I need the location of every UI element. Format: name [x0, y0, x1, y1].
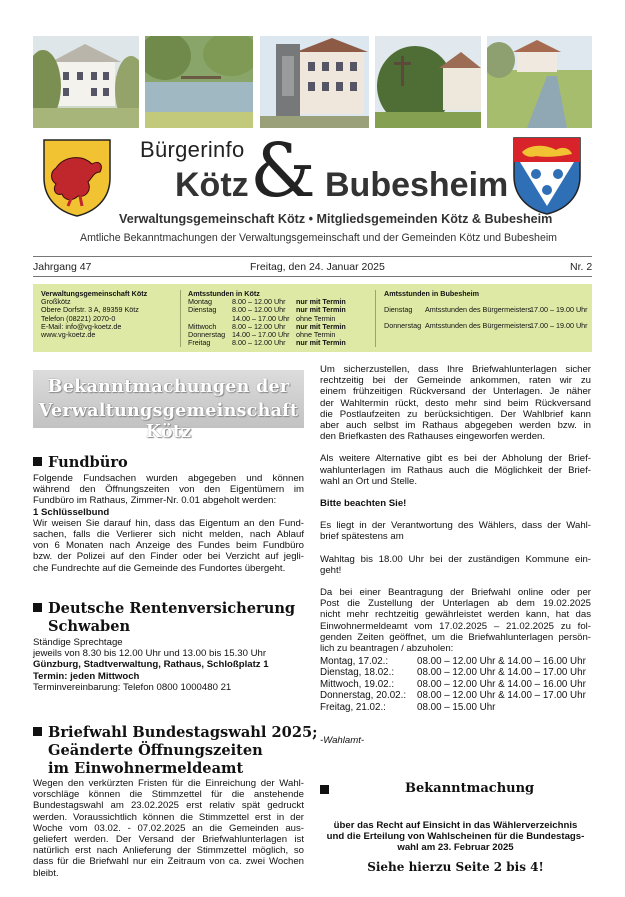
- signature: -Wahlamt-: [320, 735, 365, 746]
- koetz-hours-heading: Amtsstunden in Kötz: [188, 289, 260, 298]
- issue-volume: Jahrgang 47: [33, 261, 92, 273]
- bubesheim-hours-heading: Amtsstunden in Bubesheim: [384, 289, 480, 298]
- heading-text: Schwaben: [48, 618, 131, 635]
- text-line: wahl am 23. Februar 2025: [397, 842, 514, 854]
- note: ohne Termin: [296, 313, 336, 323]
- note: ohne Termin: [296, 330, 336, 340]
- time: 08.00 – 12.00 Uhr & 14.00 – 16.00 Uhr: [417, 656, 586, 667]
- issue-date: Freitag, den 24. Januar 2025: [250, 261, 385, 273]
- text-line: Es liegt in der Verantwortung des Wählers, dass der Wahl-: [320, 520, 591, 532]
- koetz-hours: [188, 290, 346, 347]
- time: 14.00 – 17.00 Uhr: [232, 330, 290, 340]
- text-line: Wegen den verkürzten Fristen für die Einreichung der Wahl-: [33, 778, 304, 789]
- briefwahl-text: [33, 778, 304, 879]
- time: 17.00 – 19.00 Uhr: [530, 321, 588, 331]
- heading-text: Fundbüro: [48, 454, 128, 471]
- text-line: genden Zeiten geöffnet, um die Briefwahlunterlagen persön-: [320, 631, 591, 643]
- koetz-hours-row: [188, 339, 346, 347]
- heading-fundbuero: [33, 454, 128, 472]
- text-line: wahlunterlagen im Rathaus auch die Möglichkeit der Brief-: [320, 464, 591, 476]
- time: 14.00 – 17.00 Uhr: [232, 313, 290, 323]
- text-line: nicht mehr rechtzeitig gewährleistet werden kann, hat das: [320, 609, 591, 621]
- masthead-subtitle: Bürgerinfo: [140, 137, 245, 162]
- text-line: brief spätestens am: [320, 531, 404, 543]
- text-line: bzw. der Polizei auf den Finder oder bei Verzicht auf jegli-: [33, 551, 304, 563]
- rente-text: [33, 637, 304, 693]
- day: Dienstag: [384, 305, 413, 315]
- masthead-koetz: Kötz: [175, 166, 249, 204]
- text-line: über das Recht auf Einsicht in das Wählerverzeichnis: [333, 820, 578, 831]
- day: Donnerstag: [384, 321, 422, 331]
- text-line: Post die Zustellung der Unterlagen ab dem 19.02.2025: [320, 598, 591, 610]
- text-line: Da bei einer Beantragung der Briefwahl online oder per: [320, 587, 591, 599]
- text-line: Einwohnermeldeamt vom 17.02.2025 – 21.02.2025 zu fol-: [320, 620, 591, 632]
- text-line: bleibt.: [33, 867, 59, 879]
- text-line: Günzburg, Stadtverwaltung, Rathaus, Schloßplatz 1: [33, 659, 269, 671]
- text-line: Woche vom 03.02. - 07.02.2025 an die Gemeinden aus-: [33, 822, 304, 834]
- what: Amtsstunden des Bürgermeisters: [425, 321, 532, 331]
- day: Mittwoch: [188, 321, 217, 331]
- photo-pond: [145, 36, 253, 128]
- text-line: Wir weisen Sie darauf hin, dass das Eigentum an den Fund-: [33, 517, 304, 529]
- day: Montag: [188, 297, 212, 307]
- text-line: geht!: [320, 564, 342, 576]
- vg-line: www.vg-koetz.de: [41, 330, 96, 340]
- banner-line-2: Verwaltungsgemeinschaft Kötz: [38, 400, 299, 442]
- vg-contact: [41, 290, 147, 339]
- heading-bekanntmachung: Bekanntmachung: [405, 781, 535, 796]
- banner-line-1: Bekanntmachungen der: [47, 376, 290, 397]
- text-line: Termin: jeden Mittwoch: [33, 670, 140, 682]
- text-line: von 6 Monaten nach Anzeige des Fundes beim Fundbüro: [33, 540, 304, 552]
- text-line: den Briefkasten des Rathauses eingeworfen werden.: [320, 431, 546, 443]
- time: 8.00 – 12.00 Uhr: [232, 321, 286, 331]
- text-line: wahl an Ort und Stelle.: [320, 475, 418, 487]
- times-row: [320, 667, 586, 678]
- text-line: Wahltag bis 18.00 Uhr bei der zuständigen Kommune ein-: [320, 553, 591, 565]
- day: Dienstag, 18.02.:: [320, 667, 395, 679]
- text-line: lich zu beantragen / abzuholen:: [320, 643, 454, 655]
- day: Donnerstag: [188, 330, 226, 340]
- text-line: vorschläge können die Stimmzettel für die anstehende: [33, 789, 304, 801]
- text-line: natürlich erst nach Anlieferung der Stimmzettel möglich, so: [33, 845, 304, 857]
- text-line: einem frühzeitigen Rückversand der Unterlagen. Je näher: [320, 386, 591, 398]
- text-line: rechtzeitig bei der Gemeinde ankommen, raten wir zu: [320, 375, 591, 387]
- text-line: Fundbüro im Rathaus, Zimmer-Nr. 0.01 abgeholt werden:: [33, 495, 277, 507]
- masthead-tagline: Amtliche Bekanntmachungen der Verwaltungsgemeinschaft und der Gemeinden Kötz und Bubesheim: [80, 232, 558, 244]
- heading-text: Geänderte Öffnungszeiten: [48, 742, 263, 759]
- vg-line: Obere Dorfstr. 3 A, 89359 Kötz: [41, 305, 139, 315]
- vg-heading: Verwaltungsgemeinschaft Kötz: [41, 289, 148, 298]
- note: nur mit Termin: [296, 338, 346, 348]
- koetz-coat-of-arms-icon: [42, 138, 112, 218]
- opening-times: [320, 656, 586, 713]
- time: 8.00 – 12.00 Uhr: [232, 305, 286, 315]
- bullet-square-icon: [320, 785, 329, 794]
- text-line: che Fundrechte auf die Gemeinde des Fundortes übergeht.: [33, 562, 286, 574]
- text-line: werden. Voraussichtlich können die Stimmzettel erst in der: [33, 811, 304, 823]
- text-line: und die Erteilung von Wahlscheinen für die Bundestags-: [326, 831, 585, 843]
- right-text: [320, 364, 591, 654]
- found-item: 1 Schlüsselbund: [33, 506, 110, 518]
- text-line: Folgende Fundsachen wurden abgegeben und können: [33, 473, 304, 484]
- bullet-square-icon: [33, 603, 42, 612]
- time: 8.00 – 12.00 Uhr: [232, 338, 286, 348]
- text-line: Terminvereinbarung: Telefon 0800 1000480 21: [33, 681, 232, 693]
- text-line: Als weitere Alternative gibt es bei der Abholung der Brief-: [320, 453, 591, 465]
- time: 08.00 – 12.00 Uhr & 14.00 – 16.00 Uhr: [417, 678, 586, 690]
- divider-bottom: [33, 276, 592, 277]
- time: 17.00 – 19.00 Uhr: [530, 305, 588, 315]
- note: nur mit Termin: [296, 297, 346, 307]
- heading-text: Briefwahl Bundestagswahl 2025;: [48, 724, 318, 741]
- times-row: [320, 656, 586, 667]
- photo-chapel: [375, 36, 481, 128]
- photo-stream: [487, 36, 592, 128]
- text-line: sachen, falls die Verlierer sich nicht melden, nach Ablauf: [33, 529, 304, 541]
- text-line: jeweils von 8.30 bis 12.00 Uhr und 13.00 bis 15.30 Uhr: [33, 648, 267, 660]
- time: 8.00 – 12.00 Uhr: [232, 297, 286, 307]
- infobox-separator: [180, 290, 181, 347]
- text-line: die Postlaufzeiten zu berücksichtigen. Der Wahlbrief kann: [320, 408, 591, 420]
- day: Mittwoch, 19.02.:: [320, 678, 395, 690]
- photo-town-hall: [260, 36, 369, 128]
- vg-line: E-Mail: info@vg-koetz.de: [41, 321, 122, 331]
- text-line: geliefert werden. Der Versand der Briefwahlunterlagen ist: [33, 834, 304, 846]
- note-heading: Bitte beachten Sie!: [320, 498, 407, 510]
- text-line: Ständige Sprechtage: [33, 637, 123, 648]
- text-line: Bundestagswahl am 23.02.2025 erst relativ spät gedruckt: [33, 800, 304, 812]
- masthead-bubesheim: Bubesheim: [325, 166, 509, 204]
- bullet-square-icon: [33, 457, 42, 466]
- note: nur mit Termin: [296, 321, 346, 331]
- issue-number: Nr. 2: [570, 261, 593, 273]
- text-line: dass für die Briefwahl nur ein Zeitraum von ca. zwei Wochen: [33, 856, 304, 868]
- see-pages-note: Siehe hierzu Seite 2 bis 4!: [367, 860, 544, 874]
- day: Dienstag: [188, 305, 217, 315]
- time: 08.00 – 12.00 Uhr & 14.00 – 17.00 Uhr: [417, 690, 586, 702]
- masthead-org-line: Verwaltungsgemeinschaft Kötz • Mitgliedsgemeinden Kötz & Bubesheim: [119, 212, 553, 226]
- fundbuero-text: [33, 473, 304, 574]
- heading-rente: [33, 600, 295, 636]
- bubesheim-hours: [384, 290, 588, 331]
- masthead-ampersand: &: [250, 128, 316, 214]
- day: Donnerstag, 20.02.:: [320, 690, 407, 702]
- heading-text: Deutsche Rentenversicherung: [48, 600, 296, 617]
- infobox-separator: [375, 290, 376, 347]
- time: 08.00 – 12.00 Uhr & 14.00 – 17.00 Uhr: [417, 667, 586, 679]
- what: Amtsstunden des Bürgermeisters: [425, 305, 532, 315]
- vg-line: Telefon (08221) 2070-0: [41, 313, 116, 323]
- bekanntmachung-text: [320, 820, 591, 854]
- time: 08.00 – 15.00 Uhr: [417, 701, 496, 713]
- day: Freitag, 21.02.:: [320, 701, 386, 713]
- day: Montag, 17.02.:: [320, 656, 389, 667]
- vg-line: Großkötz: [41, 297, 71, 307]
- heading-text: im Einwohnermeldeamt: [48, 760, 244, 777]
- text-line: während den Öffnungszeiten von den Eigentümern im: [33, 484, 304, 496]
- note: nur mit Termin: [296, 305, 346, 315]
- bubesheim-hours-row: [384, 322, 588, 330]
- bullet-square-icon: [33, 727, 42, 736]
- photo-castle: [33, 36, 139, 128]
- bubesheim-hours-row: [384, 306, 588, 314]
- text-line: der Wahltermin rückt, desto mehr sind beim Rückversand: [320, 397, 591, 409]
- bubesheim-coat-of-arms-icon: [512, 136, 582, 216]
- text-line: aber auch selbst im Rathaus abgegeben werden bzw. in: [320, 420, 591, 432]
- times-row: [320, 679, 586, 690]
- times-row: [320, 702, 586, 713]
- heading-briefwahl: [33, 724, 318, 778]
- divider-top: [33, 256, 592, 257]
- text-line: Um sicherzustellen, dass Ihre Briefwahlunterlagen sicher: [320, 364, 591, 375]
- day: Freitag: [188, 338, 211, 348]
- times-row: [320, 690, 586, 701]
